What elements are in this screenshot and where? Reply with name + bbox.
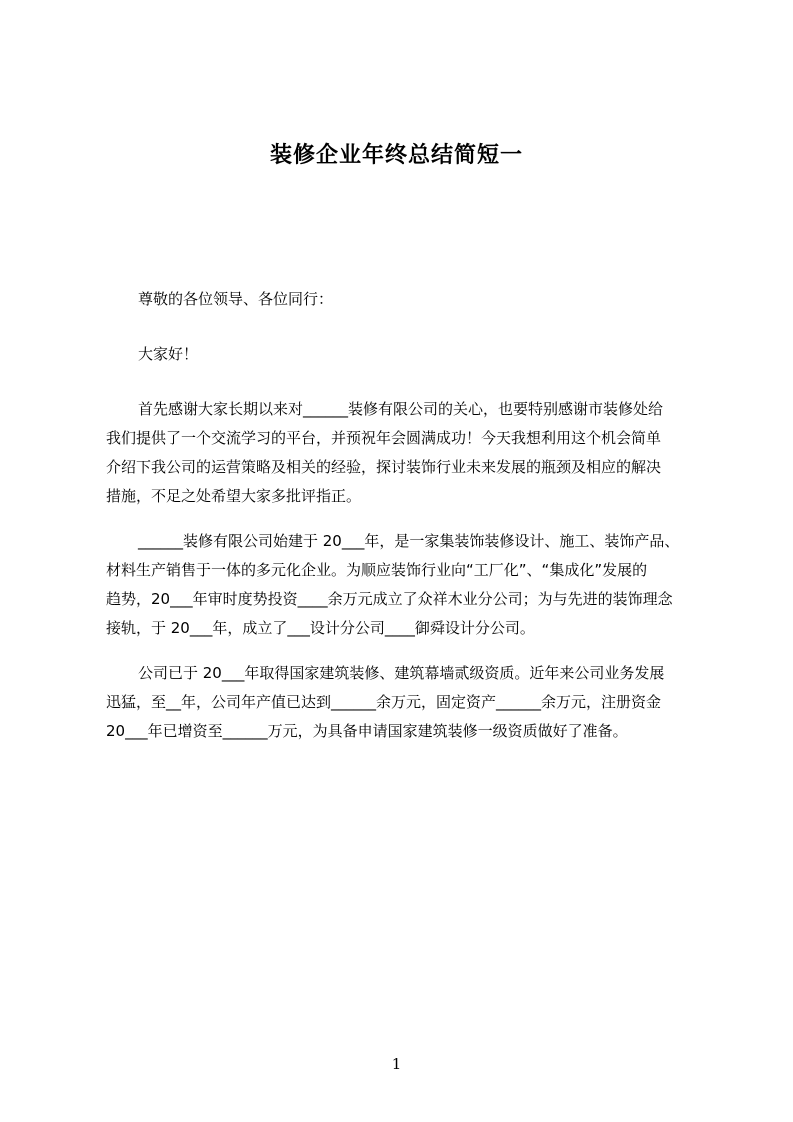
greeting-paragraph: 尊敬的各位领导、各位同行： (138, 290, 334, 308)
page-number: 1 (391, 1055, 402, 1073)
paragraph-line: 公司已于 20___年取得国家建筑装修、建筑幕墙贰级资质。近年来公司业务发展 (138, 664, 665, 682)
paragraph-line: 20___年已增资至______万元，为具备申请国家建筑装修一级资质做好了准备。 (106, 722, 628, 740)
company-history-paragraph (106, 527, 701, 643)
document-title: 装修企业年终总结简短一 (269, 143, 523, 168)
paragraph-line: 迅猛，至__年，公司年产值已达到______余万元，固定资产______余万元，注册资金 (106, 693, 662, 711)
paragraph-line: 措施，不足之处希望大家多批评指正。 (106, 487, 362, 505)
paragraph-line: 接轨，于 20___年，成立了___设计分公司____御舜设计分公司。 (106, 619, 535, 637)
intro-paragraph (106, 395, 701, 511)
hello-paragraph: 大家好！ (138, 345, 199, 363)
qualifications-paragraph (106, 659, 701, 746)
paragraph-line: 介绍下我公司的运营策略及相关的经验，探讨装饰行业未来发展的瓶颈及相应的解决 (106, 458, 662, 476)
paragraph-line: 首先感谢大家长期以来对______装修有限公司的关心，也要特别感谢市装修处给 (138, 400, 664, 418)
paragraph-line: 我们提供了一个交流学习的平台，并预祝年会圆满成功！今天我想利用这个机会简单 (106, 429, 662, 447)
paragraph-line: 材料生产销售于一体的多元化企业。为顺应装饰行业向“工厂化”、“集成化”发展的 (106, 561, 648, 579)
paragraph-line: 趋势，20___年审时度势投资____余万元成立了众祥木业分公司；为与先进的装饰理念 (106, 590, 673, 608)
paragraph-line: ______装修有限公司始建于 20___年，是一家集装饰装修设计、施工、装饰产品、 (138, 532, 680, 550)
